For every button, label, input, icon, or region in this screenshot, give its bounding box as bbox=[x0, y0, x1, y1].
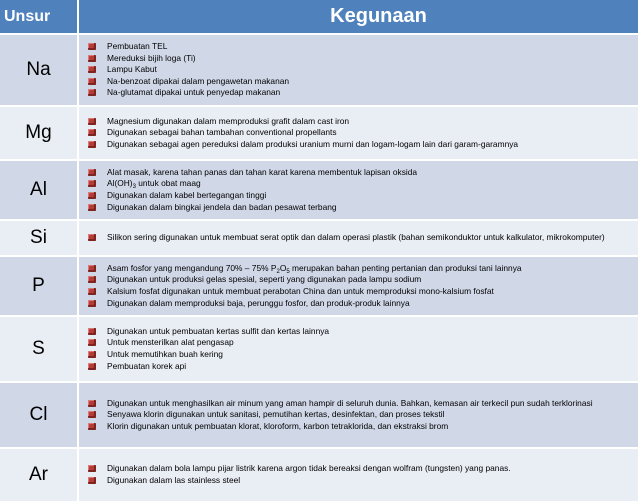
list-item bbox=[79, 64, 636, 76]
list-item bbox=[79, 263, 636, 275]
bullet-icon bbox=[88, 89, 96, 96]
list-item bbox=[79, 87, 636, 99]
item-text: Silikon sering digunakan untuk membuat serat optik dan dalam operasi plastik (bahan semikonduktor untuk kalkulator, mikrokomputer) bbox=[107, 232, 605, 243]
bullet-icon bbox=[88, 400, 96, 407]
bullet-icon bbox=[88, 276, 96, 283]
list-item bbox=[79, 409, 636, 421]
element-symbol: S bbox=[0, 316, 78, 382]
item-text: Digunakan dalam bola lampu pijar listrik karena argon tidak bereaksi dengan wolfram (tungsten) yang panas. bbox=[107, 463, 511, 474]
subscript: 3 bbox=[132, 184, 136, 191]
uses-cell bbox=[78, 160, 638, 220]
subscript: 5 bbox=[286, 268, 290, 275]
item-text: Untuk memutihkan buah kering bbox=[107, 349, 223, 359]
uses-list bbox=[79, 167, 636, 213]
list-item bbox=[79, 139, 636, 151]
uses-cell bbox=[78, 316, 638, 382]
list-item bbox=[79, 298, 636, 310]
item-text: Digunakan dalam kabel bertegangan tinggi bbox=[107, 190, 267, 200]
list-item bbox=[79, 326, 636, 338]
bullet-icon bbox=[88, 66, 96, 73]
list-item bbox=[79, 167, 636, 179]
list-item bbox=[79, 190, 636, 202]
item-text: Senyawa klorin digunakan untuk sanitasi, pemutihan kertas, desinfektan, dan proses tekstil bbox=[107, 409, 445, 420]
bullet-icon bbox=[88, 78, 96, 85]
table-row bbox=[0, 220, 638, 256]
element-symbol: Mg bbox=[0, 106, 78, 160]
uses-cell bbox=[78, 256, 638, 316]
uses-list bbox=[79, 116, 636, 151]
element-symbol: Ar bbox=[0, 448, 78, 502]
bullet-icon bbox=[88, 192, 96, 199]
bullet-icon bbox=[88, 129, 96, 136]
bullet-icon bbox=[88, 411, 96, 418]
uses-list bbox=[79, 463, 636, 486]
element-symbol: Na bbox=[0, 34, 78, 106]
item-text: Klorin digunakan untuk pembuatan klorat, kloroform, karbon tetraklorida, dan ekstraksi brom bbox=[107, 420, 449, 431]
uses-cell bbox=[78, 382, 638, 448]
subscript: 2 bbox=[276, 268, 280, 275]
list-item bbox=[79, 41, 636, 53]
list-item bbox=[79, 286, 636, 298]
list-item bbox=[79, 76, 636, 88]
item-text: Untuk mensterilkan alat pengasap bbox=[107, 337, 234, 348]
item-text: Na-glutamat dipakai untuk penyedap makanan bbox=[107, 87, 281, 98]
item-text: Pembuatan TEL bbox=[107, 41, 168, 52]
item-text: O bbox=[279, 262, 287, 273]
bullet-icon bbox=[88, 180, 96, 187]
element-symbol: P bbox=[0, 256, 78, 316]
item-text: untuk obat maag bbox=[135, 178, 201, 189]
list-item bbox=[79, 127, 636, 139]
uses-list bbox=[79, 326, 636, 372]
item-text: Digunakan dalam bingkai jendela dan badan pesawat terbang bbox=[107, 201, 337, 212]
bullet-icon bbox=[88, 351, 96, 358]
table-row bbox=[0, 34, 638, 106]
list-item bbox=[79, 274, 636, 286]
element-symbol: Al bbox=[0, 160, 78, 220]
item-text: merupakan bahan penting pertanian dan produksi tani lainnya bbox=[289, 262, 522, 273]
item-text: Kalsium fosfat digunakan untuk membuat perabotan China dan untuk memproduksi mono-kalsium fosfat bbox=[107, 286, 494, 296]
table-row bbox=[0, 382, 638, 448]
list-item bbox=[79, 337, 636, 349]
bullet-icon bbox=[88, 465, 96, 472]
item-text: Digunakan sebagai bahan tambahan conventional propellants bbox=[107, 127, 337, 138]
uses-list bbox=[79, 263, 636, 309]
bullet-icon bbox=[88, 339, 96, 346]
table-row bbox=[0, 316, 638, 382]
table-header-row bbox=[0, 0, 638, 34]
header-unsur: Unsur bbox=[0, 0, 78, 34]
bullet-icon bbox=[88, 288, 96, 295]
bullet-icon bbox=[88, 328, 96, 335]
bullet-icon bbox=[88, 423, 96, 430]
item-text: Al(OH) bbox=[107, 178, 133, 189]
item-text: Digunakan untuk pembuatan kertas sulfit dan kertas lainnya bbox=[107, 325, 330, 336]
list-item bbox=[79, 398, 636, 410]
uses-cell bbox=[78, 34, 638, 106]
item-text: Magnesium digunakan dalam memproduksi grafit dalam cast iron bbox=[107, 115, 350, 126]
bullet-icon bbox=[88, 204, 96, 211]
item-text: Digunakan dalam las stainless steel bbox=[107, 475, 241, 485]
uses-cell bbox=[78, 220, 638, 256]
table-row bbox=[0, 448, 638, 502]
table-body bbox=[0, 34, 638, 502]
bullet-icon bbox=[88, 363, 96, 370]
list-item bbox=[79, 349, 636, 361]
table-row bbox=[0, 106, 638, 160]
header-kegunaan: Kegunaan bbox=[330, 5, 427, 27]
item-text: Digunakan untuk produksi gelas spesial, seperti yang digunakan pada lampu sodium bbox=[107, 274, 422, 285]
list-item bbox=[79, 202, 636, 214]
uses-list bbox=[79, 41, 636, 99]
table-row bbox=[0, 256, 638, 316]
bullet-icon bbox=[88, 141, 96, 148]
item-text: Lampu Kabut bbox=[107, 64, 157, 75]
bullet-icon bbox=[88, 477, 96, 484]
uses-list bbox=[79, 232, 636, 244]
table-row bbox=[0, 160, 638, 220]
item-text: Pembuatan korek api bbox=[107, 360, 187, 371]
bullet-icon bbox=[88, 43, 96, 50]
list-item bbox=[79, 475, 636, 487]
list-item bbox=[79, 116, 636, 128]
item-text: Digunakan dalam memproduksi baja, perunggu fosfor, dan produk-produk lainnya bbox=[107, 297, 410, 308]
list-item bbox=[79, 421, 636, 433]
list-item bbox=[79, 232, 636, 244]
bullet-icon bbox=[88, 169, 96, 176]
bullet-icon bbox=[88, 234, 96, 241]
item-text: Asam fosfor yang mengandung 70% – 75% P bbox=[107, 262, 277, 273]
element-symbol: Cl bbox=[0, 382, 78, 448]
list-item bbox=[79, 463, 636, 475]
item-text: Alat masak, karena tahan panas dan tahan karat karena membentuk lapisan oksida bbox=[107, 166, 418, 177]
bullet-icon bbox=[88, 55, 96, 62]
item-text: Mereduksi bijih loga (Ti) bbox=[107, 52, 196, 63]
item-text: Na-benzoat dipakai dalam pengawetan makanan bbox=[107, 75, 290, 86]
bullet-icon bbox=[88, 118, 96, 125]
uses-cell bbox=[78, 106, 638, 160]
list-item bbox=[79, 178, 636, 190]
list-item bbox=[79, 53, 636, 65]
element-symbol: Si bbox=[0, 220, 78, 256]
bullet-icon bbox=[88, 300, 96, 307]
item-text: Digunakan untuk menghasilkan air minum yang aman hampir di seluruh dunia. Bahkan, kemasan air terkecil pun sudah terklorinasi bbox=[107, 397, 593, 408]
bullet-icon bbox=[88, 265, 96, 272]
uses-cell bbox=[78, 448, 638, 502]
list-item bbox=[79, 361, 636, 373]
item-text: Digunakan sebagai agen pereduksi dalam produksi uranium murni dan logam-logam lain dari garam-garamnya bbox=[107, 138, 519, 149]
uses-list bbox=[79, 398, 636, 433]
